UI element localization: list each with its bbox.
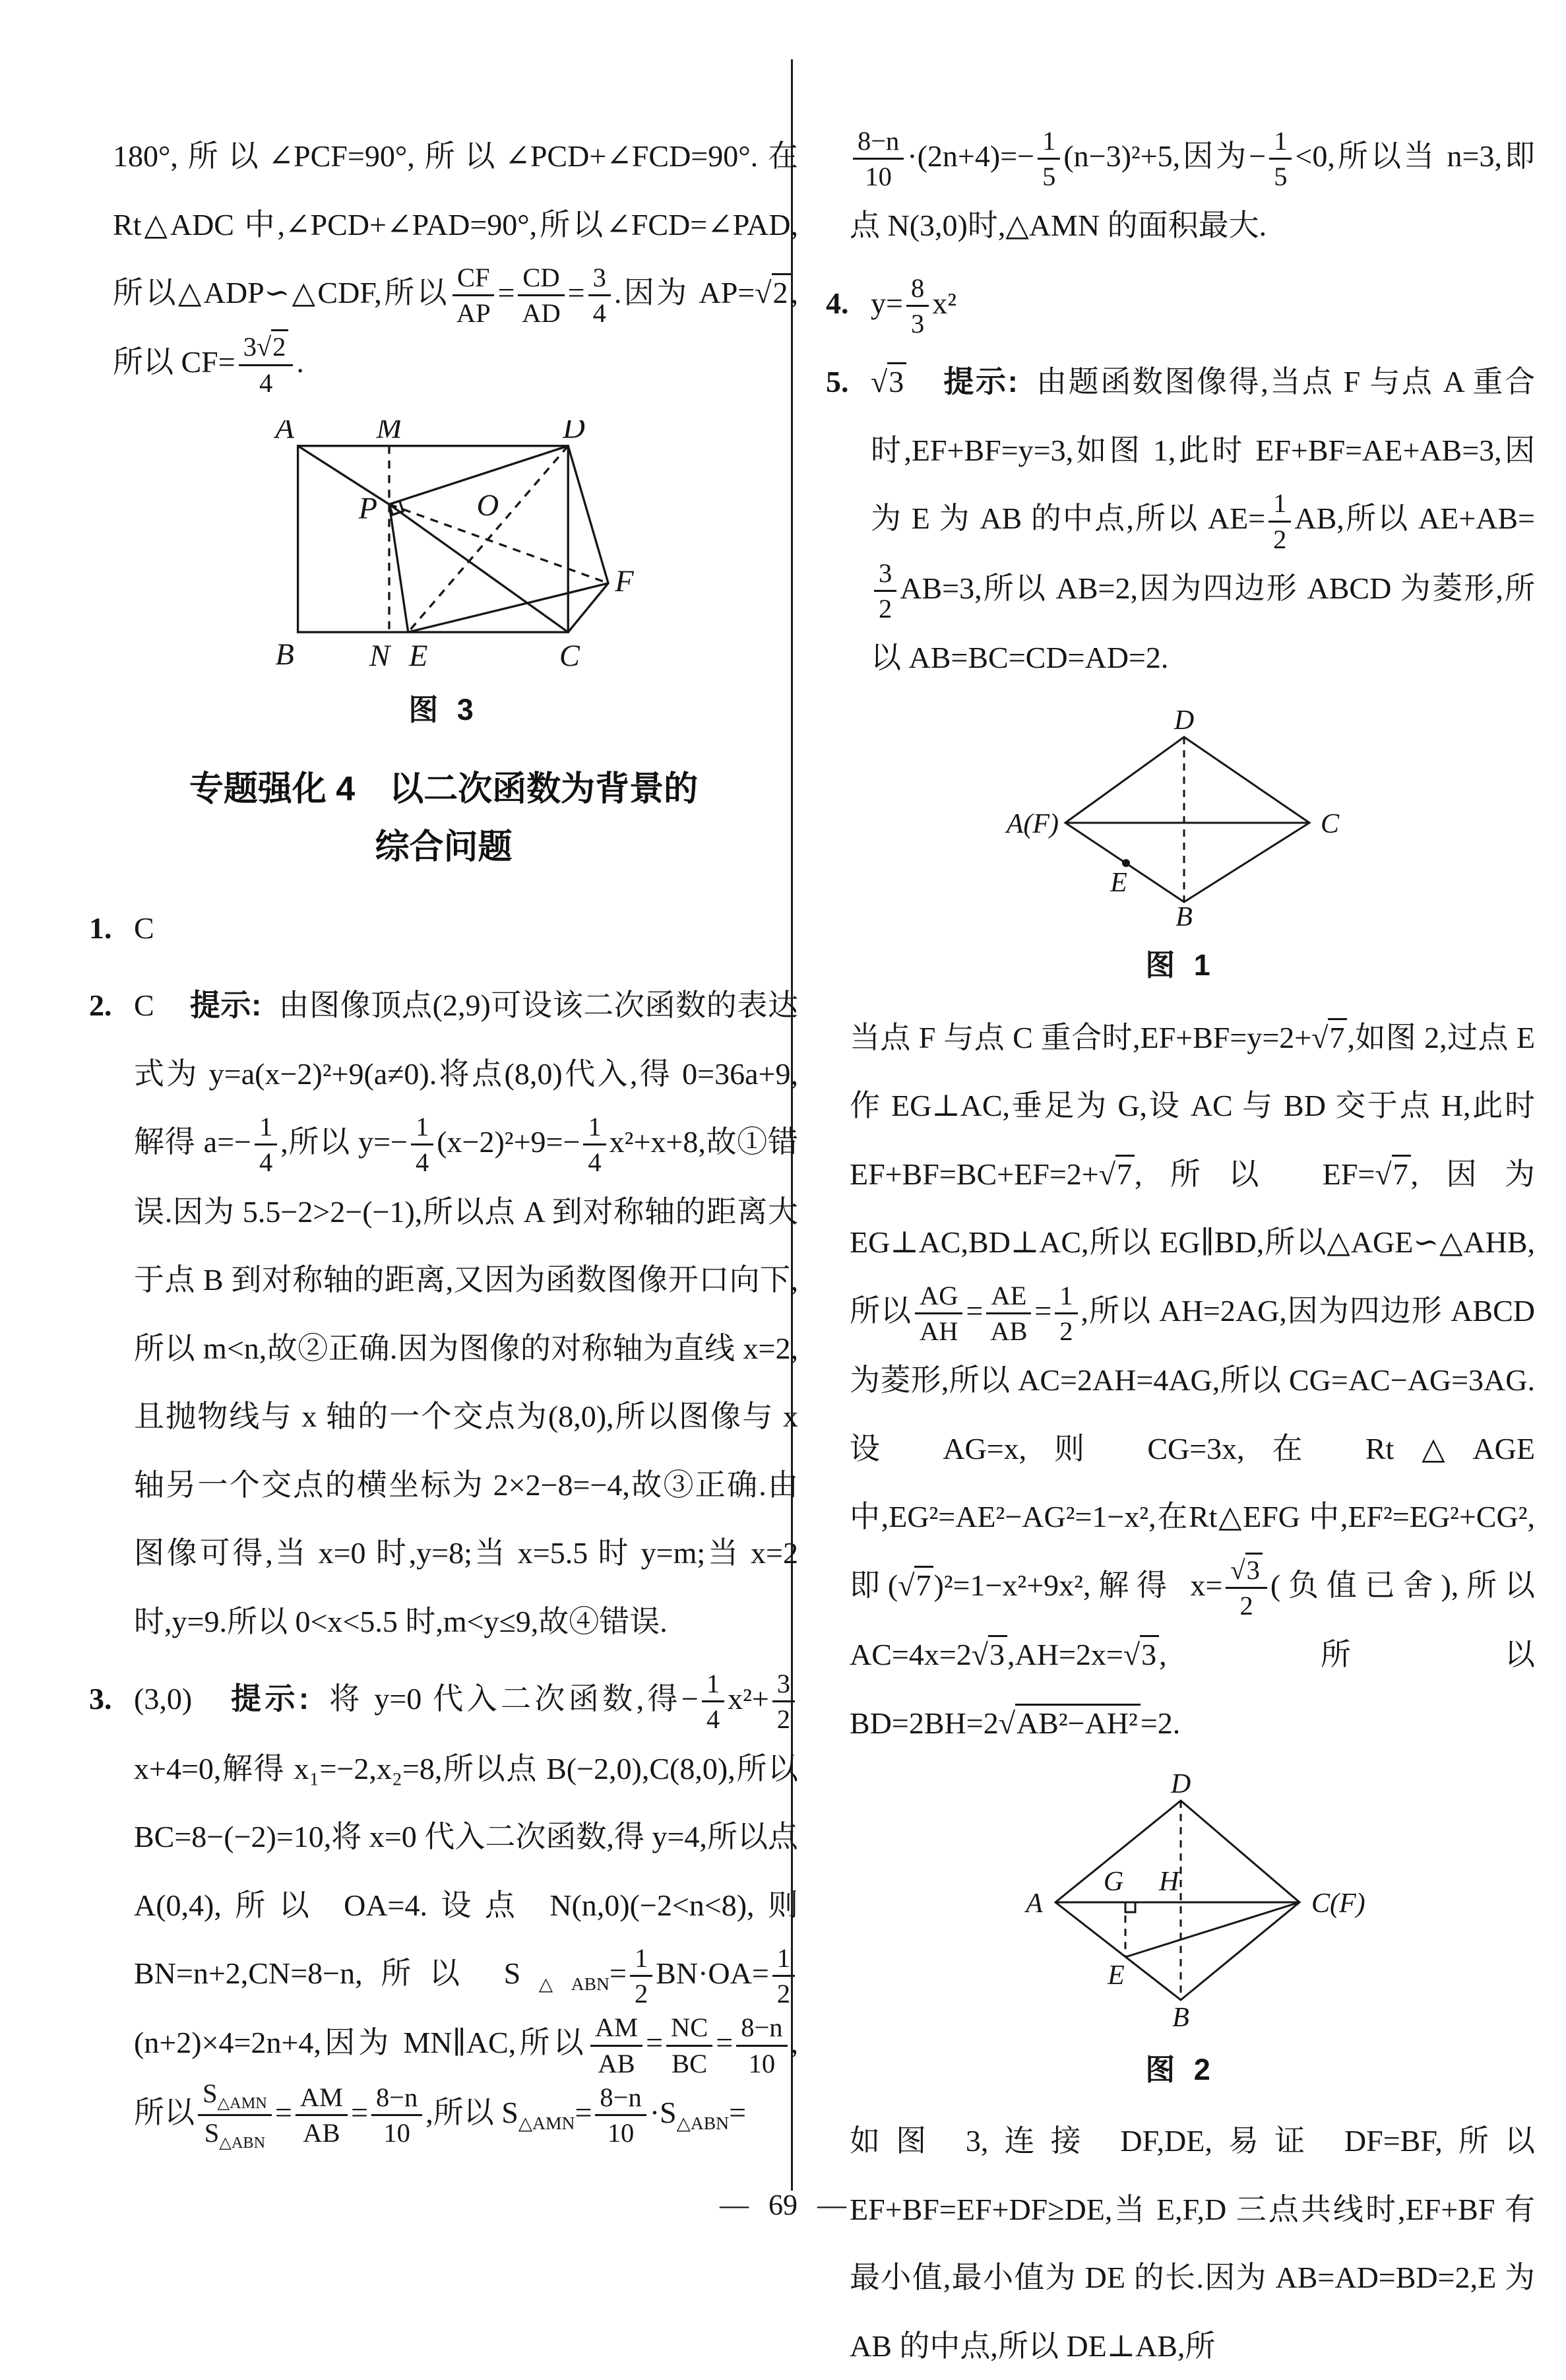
section-title — [89, 760, 798, 877]
answer-item-1 — [89, 894, 798, 963]
fig3-label-b: B — [274, 637, 294, 672]
item-4-number: 4. — [826, 286, 849, 320]
figure-2-diagram — [996, 1774, 1365, 2032]
section-title-line2: 综合问题 — [375, 828, 513, 867]
fig2-label-cf: C(F) — [1311, 1888, 1365, 1919]
fig1-label-c: C — [1320, 808, 1339, 839]
figure-1-caption: 图 1 — [1145, 948, 1216, 982]
fig3-label-m: M — [376, 420, 402, 445]
figure-1-diagram — [996, 709, 1365, 927]
fig1-label-b: B — [1175, 901, 1193, 927]
fig3-label-o: O — [476, 488, 499, 523]
page-number: 69 — [768, 2189, 798, 2221]
fig2-label-b: B — [1172, 2003, 1189, 2032]
answer-item-4 — [826, 269, 1535, 338]
fig3-label-n: N — [369, 639, 390, 672]
right-column — [826, 122, 1535, 2380]
fig2-label-a: A — [1025, 1888, 1043, 1919]
fig3-label-f: F — [614, 564, 634, 598]
fig3-label-e: E — [408, 639, 427, 672]
left-column — [89, 122, 798, 2152]
answer-item-2 — [89, 971, 798, 1656]
fig2-label-e: E — [1107, 1960, 1125, 1991]
solution-3-continuation-paragraph: $\frac{8-n}{10}$ ·(2n+4)=− $\frac{1}{5}$ (n−3)²+5,因为− $\frac{1}{5}$ <0,所以当 n=3,即点 N(3,0)时,△AMN 的面积最大. — [850, 125, 1535, 243]
solution-5-paragraph-3: 如图 3,连接 DF,DE,易证 DF=BF,所以 EF+BF=EF+DF≥DE,当 E,F,D 三点共线时,EF+BF 有最小值,最小值为 DE 的长.因为 AB=AD=BD=2,E 为 AB 的中点,所以 DE⊥AB,所 — [850, 2124, 1535, 2363]
footer-dash-left: — — [720, 2189, 749, 2221]
item-5-hint-label: 提示: — [943, 364, 1018, 399]
solution-continuation-paragraph: 180°,所以∠PCF=90°,所以∠PCD+∠FCD=90°.在 Rt△ADC 中,∠PCD+∠PAD=90°,所以∠FCD=∠PAD,所以△ADP∽△CDF,所以 $\frac{CF}{AP}$ = $\frac{CD}{AD}$ = $\frac{3}{4}$ .因为 AP=√2,所以 CF= $\frac{3√2}{4}$ . — [113, 139, 798, 398]
fig3-label-d: D — [562, 420, 585, 445]
item-1-answer: C — [134, 911, 154, 945]
fig1-label-d: D — [1174, 709, 1194, 736]
fig2-label-d: D — [1170, 1774, 1191, 1800]
solution-5-paragraph-2: 当点 F 与点 C 重合时,EF+BF=y=2+√7,如图 2,过点 E 作 EG⊥AC,垂足为 G,设 AC 与 BD 交于点 H,此时 EF+BF=BC+EF=2+√7,所以 EF=√7,因为 EG⊥AC,BD⊥AC,所以 EG∥BD,所以△AGE∽△AHB,所以 $\frac{AG}{AH}$ = $\frac{AE}{AB}$ = $\frac{1}{2}$ ,所以 AH=2AG,因为四边形 ABCD 为菱形,所以 AC=2AH=4AG,所以 CG=AC−AG=3AG.设 AG=x,则 CG=3x,在 Rt△AGE 中,EG²=AE²−AG²=1−x²,在Rt△EFG 中,EF²=EG²+CG²,即(√7)²=1−x²+9x²,解得 x= $\frac{√3}{2}$ (负值已舍),所以 AC=4x=2√3,AH=2x=√3,所以 BD=2BH=2√AB²−AH²=2. — [850, 1004, 1535, 1757]
item-2-hint-label: 提示: — [189, 988, 262, 1023]
answer-item-5 — [826, 348, 1535, 691]
answer-item-3 — [89, 1665, 798, 2152]
fig3-label-a: A — [274, 420, 294, 445]
item-3-hint-label: 提示: — [231, 1681, 309, 1716]
figure-1 — [826, 709, 1535, 984]
item-5-answer: √3 — [871, 365, 906, 399]
fig3-label-c: C — [559, 639, 580, 672]
item-2-hint: 由图像顶点(2,9)可设该二次函数的表达式为 y=a(x−2)²+9(a≠0).将点(8,0)代入,得 0=36a+9,解得 a=− $\frac{1}{4}$ ,所以 y=− $\frac{1}{4}$ (x−2)²+9=− $\frac{1}{4}$ x²+x+8,故①错误.因为 5.5−2>2−(−1),所以点 A 到对称轴的距离大于点 B 到对称轴的距离,又因为函数图像开口向下,所以 m<n,故②正确.因为图像的对称轴为直线 x=2,且抛物线与 x 轴的一个交点为(8,0),所以图像与 x 轴另一个交点的横坐标为 2×2−8=−4,故③正确.由图像可得,当 x=0 时,y=8;当 x=5.5 时 y=m;当 x=2 时,y=9.所以 0<x<5.5 时,m<y≤9,故④错误. — [134, 988, 799, 1638]
item-1-number: 1. — [89, 911, 112, 945]
fig3-label-p: P — [358, 492, 377, 526]
fig2-label-h: H — [1158, 1867, 1179, 1898]
item-3-answer: (3,0) — [134, 1682, 193, 1716]
figure-3-caption: 图 3 — [408, 692, 479, 726]
item-4-answer: y= $\frac{8}{3}$ x² — [871, 273, 956, 339]
figure-3 — [89, 420, 798, 728]
section-title-line1: 专题强化 4 以二次函数为背景的 — [189, 769, 699, 808]
item-5-hint: 由题函数图像得,当点 F 与点 A 重合时,EF+BF=y=3,如图 1,此时 EF+BF=AE+AB=3,因为 E 为 AB 的中点,所以 AE= $\frac{1}{2}$ AB,所以 AE+AB= $\frac{3}{2}$ AB=3,所以 AB=2,因为四边形 ABCD 为菱形,所以 AB=BC=CD=AD=2. — [871, 365, 1536, 675]
fig1-label-af: A(F) — [1006, 808, 1059, 839]
item-2-answer: C — [134, 988, 154, 1023]
item-2-number: 2. — [89, 988, 112, 1023]
item-3-hint: 将 y=0 代入二次函数,得− $\frac{1}{4}$ x²+ $\frac{3}{2}$ x+4=0,解得 x₁=−2,x₂=8,所以点 B(−2,0),C(8,0),所以 BC=8−(−2)=10,将 x=0 代入二次函数,得 y=4,所以点 A(0,4),所以 OA=4.设点 N(n,0)(−2<n<8),则 BN=n+2,CN=8−n,所以 $S_{\triangle ABN}=$ $\frac{1}{2}$ BN·OA= $\frac{1}{2}$ (n+2)×4=2n+4,因为 MN∥AC,所以 $\frac{AM}{AB}$ = $\frac{NC}{BC}$ = $\frac{8-n}{10}$ ,所以 $\frac{S_{\triangle AMN}}{S_{\triangle ABN}}$ = $\frac{AM}{AB}$ = $\frac{8-n}{10}$ ,所以 $S_{\triangle AMN}=$ $\frac{8-n}{10}$ $\cdot S_{\triangle ABN}=$ — [134, 1668, 798, 2152]
fig1-label-e: E — [1110, 867, 1127, 898]
footer-dash-right: — — [817, 2189, 846, 2221]
figure-2-caption: 图 2 — [1145, 2053, 1216, 2087]
page-footer — [0, 2188, 1566, 2222]
figure-3-diagram — [239, 420, 648, 672]
fig2-label-g: G — [1103, 1867, 1123, 1898]
item-5-number: 5. — [826, 365, 849, 399]
figure-2 — [826, 1774, 1535, 2088]
item-3-number: 3. — [89, 1682, 112, 1716]
